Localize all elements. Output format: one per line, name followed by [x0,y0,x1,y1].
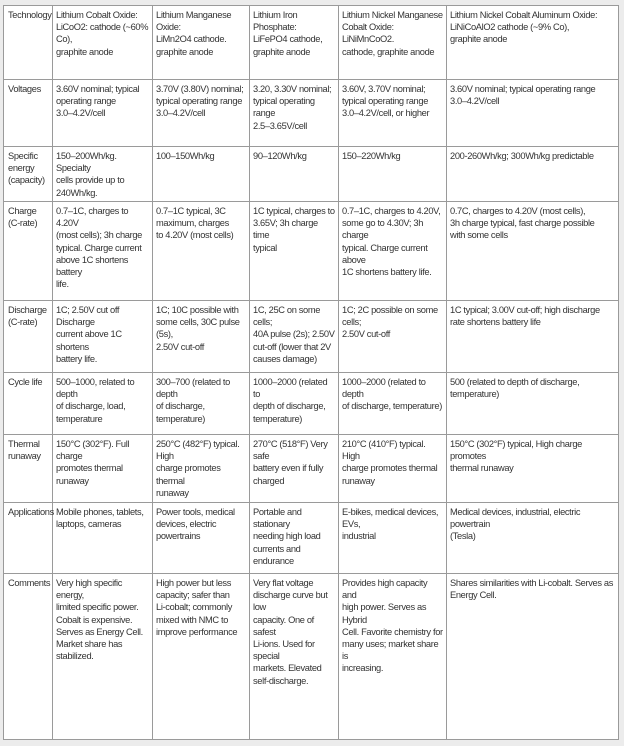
table-cell: Shares similarities with Li-cobalt. Serves as Energy Cell. [447,574,619,740]
table-cell: 1C typical; 3.00V cut-off; high discharge rate shortens battery life [447,301,619,373]
table-cell: 1C typical, charges to 3.65V; 3h charge time typical [250,202,339,301]
table-cell: 0.7–1C typical, 3C maximum, charges to 4.20V (most cells) [153,202,250,301]
table-cell: 1000–2000 (related to depth of discharge, temperature) [339,373,447,435]
li-ion-comparison-table [3,5,619,740]
table-cell: 1000–2000 (related to depth of discharge, temperature) [250,373,339,435]
table-row [4,435,619,503]
table-row [4,301,619,373]
table-cell: 1C; 2.50V cut off Discharge current above 1C shortens battery life. [53,301,153,373]
table-cell: 200-260Wh/kg; 300Wh/kg predictable [447,147,619,202]
table-cell: 100–150Wh/kg [153,147,250,202]
table-cell: Very high specific energy, limited specific power. Cobalt is expensive. Serves as Energy Cell. Market share has stabilized. [53,574,153,740]
row-label: Charge (C-rate) [4,202,53,301]
table-cell: 300–700 (related to depth of discharge, temperature) [153,373,250,435]
table-row [4,147,619,202]
table-cell: 150°C (302°F). Full charge promotes thermal runaway [53,435,153,503]
table-cell: 500 (related to depth of discharge, temperature) [447,373,619,435]
table-cell: Power tools, medical devices, electric powertrains [153,503,250,574]
table-cell: 90–120Wh/kg [250,147,339,202]
table-cell: 1C; 10C possible with some cells, 30C pulse (5s), 2.50V cut-off [153,301,250,373]
column-header: Lithium Iron Phosphate: LiFePO4 cathode, graphite anode [250,6,339,80]
row-label: Voltages [4,80,53,147]
table-cell: 0.7–1C, charges to 4.20V, some go to 4.30V; 3h charge typical. Charge current above 1C shortens battery life. [339,202,447,301]
comparison-table-container [3,5,618,739]
table-cell: High power but less capacity; safer than Li-cobalt; commonly mixed with NMC to improve performance [153,574,250,740]
row-label: Applications [4,503,53,574]
table-cell: Provides high capacity and high power. Serves as Hybrid Cell. Favorite chemistry for many uses; market share is increasing. [339,574,447,740]
table-cell: 3.60V nominal; typical operating range 3.0–4.2V/cell [447,80,619,147]
table-cell: Portable and stationary needing high load currents and endurance [250,503,339,574]
row-label: Specific energy (capacity) [4,147,53,202]
row-label: Thermal runaway [4,435,53,503]
table-row [4,574,619,740]
table-cell: 1C, 25C on some cells; 40A pulse (2s); 2.50V cut-off (lower that 2V causes damage) [250,301,339,373]
table-cell: Mobile phones, tablets, laptops, cameras [53,503,153,574]
column-header: Lithium Nickel Manganese Cobalt Oxide: LiNiMnCoO2. cathode, graphite anode [339,6,447,80]
table-cell: Medical devices, industrial, electric powertrain (Tesla) [447,503,619,574]
column-header: Lithium Nickel Cobalt Aluminum Oxide: LiNiCoAlO2 cathode (~9% Co), graphite anode [447,6,619,80]
table-cell: 0.7–1C, charges to 4.20V (most cells); 3h charge typical. Charge current above 1C shortens battery life. [53,202,153,301]
table-cell: 150–220Wh/kg [339,147,447,202]
table-row [4,373,619,435]
table-cell: 270°C (518°F) Very safe battery even if fully charged [250,435,339,503]
table-cell: 3.70V (3.80V) nominal; typical operating range 3.0–4.2V/cell [153,80,250,147]
table-row [4,202,619,301]
column-header: Lithium Manganese Oxide: LiMn2O4 cathode. graphite anode [153,6,250,80]
table-row [4,503,619,574]
table-cell: 1C; 2C possible on some cells; 2.50V cut-off [339,301,447,373]
row-label: Cycle life [4,373,53,435]
table-cell: 210°C (410°F) typical. High charge promotes thermal runaway [339,435,447,503]
row-label: Comments [4,574,53,740]
table-cell: 150°C (302°F) typical, High charge promotes thermal runaway [447,435,619,503]
table-cell: E-bikes, medical devices, EVs, industrial [339,503,447,574]
table-cell: 3.20, 3.30V nominal; typical operating range 2.5–3.65V/cell [250,80,339,147]
table-body [4,6,619,740]
table-cell: 3.60V, 3.70V nominal; typical operating range 3.0–4.2V/cell, or higher [339,80,447,147]
table-cell: Very flat voltage discharge curve but low capacity. One of safest Li-ions. Used for special markets. Elevated self-discharge. [250,574,339,740]
table-row [4,80,619,147]
row-label: Discharge (C-rate) [4,301,53,373]
header-label: Technology [4,6,53,80]
table-cell: 500–1000, related to depth of discharge, load, temperature [53,373,153,435]
header-row [4,6,619,80]
table-cell: 150–200Wh/kg. Specialty cells provide up to 240Wh/kg. [53,147,153,202]
table-cell: 3.60V nominal; typical operating range 3.0–4.2V/cell [53,80,153,147]
column-header: Lithium Cobalt Oxide: LiCoO2: cathode (~60% Co), graphite anode [53,6,153,80]
table-cell: 0.7C, charges to 4.20V (most cells), 3h charge typical, fast charge possible with some cells [447,202,619,301]
table-cell: 250°C (482°F) typical. High charge promotes thermal runaway [153,435,250,503]
